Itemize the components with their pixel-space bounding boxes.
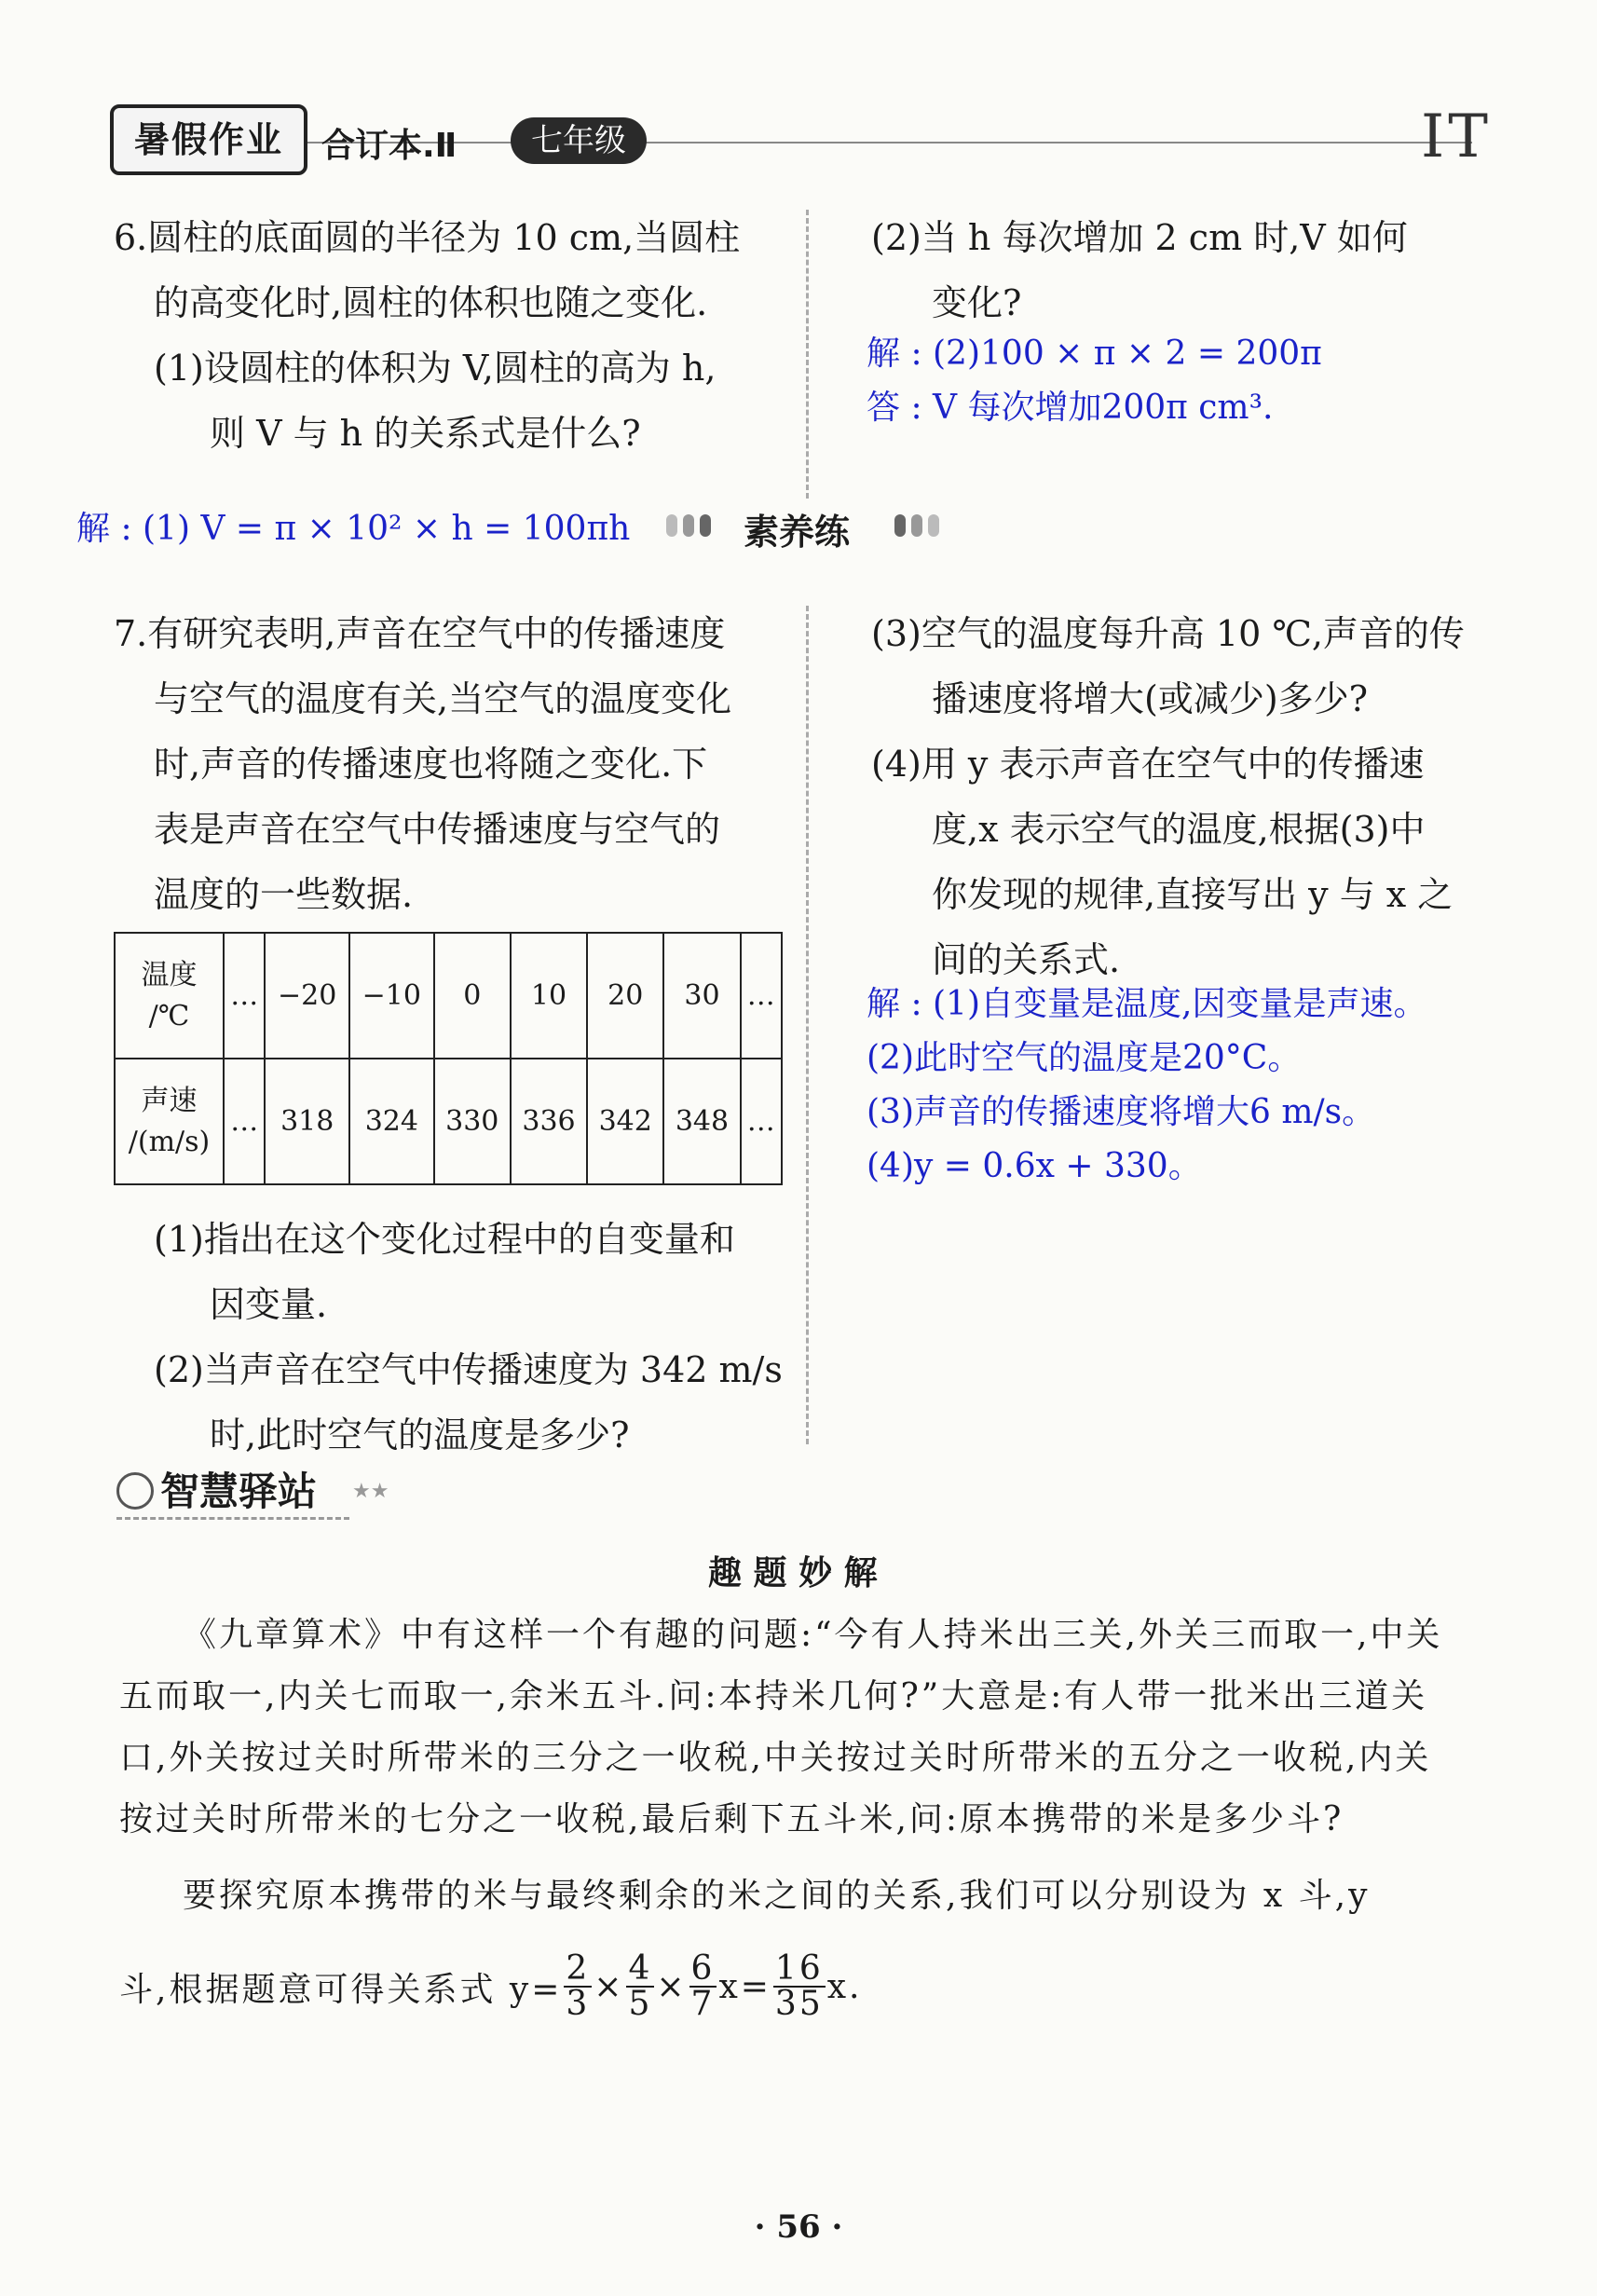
denominator: 35 <box>774 1985 824 2023</box>
header-unit: /(m/s) <box>128 1125 211 1158</box>
q7-part4-line: 你发现的规律,直接写出 y 与 x 之 <box>932 874 1454 915</box>
story-line: 《九章算术》中有这样一个有趣的问题:“今有人持米出三关,外关三而取一,中关 <box>183 1616 1443 1654</box>
table-cell: 324 <box>349 1059 434 1184</box>
denominator: 3 <box>566 1985 591 2023</box>
temperature-speed-table <box>114 932 783 1185</box>
column-divider <box>806 210 809 499</box>
times-sign: × <box>594 1967 625 2006</box>
denominator: 7 <box>690 1985 716 2023</box>
numerator: 4 <box>628 1949 653 1988</box>
star-icon: ★★ <box>352 1480 389 1503</box>
q7-answer-line: (2)此时空气的温度是20°C。 <box>867 1039 1302 1077</box>
header-unit: /℃ <box>148 999 190 1032</box>
volume-label: 合订本.Ⅱ <box>321 127 457 165</box>
times-sign: × <box>656 1967 688 2006</box>
fraction <box>564 1949 592 2023</box>
q7-part3-line: (3)空气的温度每升高 10 ℃,声音的传 <box>871 613 1465 654</box>
q6-part1-line1: (1)设圆柱的体积为 V,圆柱的高为 h, <box>154 348 717 389</box>
section-title-practice: 素养练 <box>744 512 851 553</box>
q7-answer-line: (3)声音的传播速度将增大6 m/s。 <box>867 1093 1376 1131</box>
fraction <box>689 1949 717 2023</box>
row-header-speed <box>115 1059 224 1184</box>
story-line: 口,外关按过关时所带米的三分之一收税,中关按过关时所带米的五分之一收税,内关 <box>119 1739 1432 1777</box>
numerator: 2 <box>566 1949 591 1988</box>
story-title: 趣 题 妙 解 <box>708 1554 878 1592</box>
story-line: 按过关时所带米的七分之一收税,最后剩下五斗米,问:原本携带的米是多少斗? <box>119 1800 1344 1838</box>
table-cell: 330 <box>434 1059 511 1184</box>
page-number: · 56 · <box>754 2208 843 2246</box>
table-row <box>115 933 782 1059</box>
formula-prefix: 斗,根据题意可得关系式 y= <box>119 1970 563 2009</box>
table-cell: −10 <box>349 933 434 1059</box>
q7-part4-line: (4)用 y 表示声音在空气中的传播速 <box>871 744 1425 785</box>
q7-part2-line: (2)当声音在空气中传播速度为 342 m/s <box>154 1349 783 1390</box>
table-cell: 20 <box>587 933 663 1059</box>
table-cell: 318 <box>265 1059 349 1184</box>
fraction <box>773 1949 826 2023</box>
q6-part1-line2: 则 V 与 h 的关系式是什么? <box>210 413 641 454</box>
series-title: 暑假作业 <box>133 119 283 160</box>
formula-suffix: x. <box>826 1967 863 2006</box>
q7-stem-line: 温度的一些数据. <box>154 874 414 915</box>
table-cell: 342 <box>587 1059 663 1184</box>
q7-part3-line: 播速度将增大(或减少)多少? <box>932 678 1369 719</box>
table-cell: 10 <box>511 933 587 1059</box>
q7-answer-line: 解 : (1)自变量是温度,因变量是声速。 <box>867 985 1427 1023</box>
table-cell: … <box>741 933 782 1059</box>
section-dots-right <box>894 514 939 540</box>
table-cell: −20 <box>265 933 349 1059</box>
q6-part2-line2: 变化? <box>932 282 1022 323</box>
q7-part1-line: 因变量. <box>210 1284 328 1325</box>
denominator: 5 <box>628 1985 653 2023</box>
q6-stem-line1: 6.圆柱的底面圆的半径为 10 cm,当圆柱 <box>114 217 741 258</box>
q6-answer2-line2: 答 : V 每次增加200π cm³. <box>867 389 1274 427</box>
q7-stem-line: 与空气的温度有关,当空气的温度变化 <box>154 678 732 719</box>
story-line: 五而取一,内关七而取一,余米五斗.问:本持米几何?”大意是:有人带一批米出三道关 <box>119 1677 1428 1715</box>
q6-answer2-line1: 解 : (2)100 × π × 2 = 200π <box>867 335 1322 373</box>
q7-part4-line: 度,x 表示空气的温度,根据(3)中 <box>932 809 1426 850</box>
table-cell: 348 <box>663 1059 740 1184</box>
numerator: 6 <box>690 1949 716 1988</box>
lightbulb-icon <box>116 1472 154 1510</box>
q7-answer-line: (4)y = 0.6x + 330。 <box>867 1147 1202 1185</box>
header-ribbon-line <box>307 142 1472 144</box>
table-cell: 0 <box>434 933 511 1059</box>
section-dots-left <box>666 514 711 540</box>
table-cell: … <box>741 1059 782 1184</box>
grade-badge: 七年级 <box>511 117 647 164</box>
column-divider <box>806 606 809 1444</box>
formula-x-equals: x= <box>718 1967 771 2006</box>
section-title-wisdom: 智慧驿站 <box>160 1469 318 1514</box>
q7-stem-line: 表是声音在空气中传播速度与空气的 <box>154 809 721 850</box>
series-badge <box>110 104 307 175</box>
numerator: 16 <box>774 1949 824 1988</box>
q6-answer1: 解 : (1) V = π × 10² × h = 100πh <box>76 510 631 548</box>
table-cell: 336 <box>511 1059 587 1184</box>
story-line: 要探究原本携带的米与最终剩余的米之间的关系,我们可以分别设为 x 斗,y <box>183 1877 1371 1915</box>
row-header-temperature <box>115 933 224 1059</box>
q7-part2-line: 时,此时空气的温度是多少? <box>210 1414 630 1456</box>
header-label: 温度 <box>141 958 198 991</box>
table-cell: … <box>224 933 265 1059</box>
q7-part1-line: (1)指出在这个变化过程中的自变量和 <box>154 1219 735 1260</box>
q7-stem-line: 时,声音的传播速度也将随之变化.下 <box>154 744 708 785</box>
q7-stem-line: 7.有研究表明,声音在空气中的传播速度 <box>114 613 726 654</box>
section-underline <box>116 1517 349 1520</box>
table-cell: … <box>224 1059 265 1184</box>
logo: IT <box>1421 102 1492 171</box>
fraction <box>626 1949 654 2023</box>
table-cell: 30 <box>663 933 740 1059</box>
header-label: 声速 <box>141 1084 198 1117</box>
relation-formula <box>119 1940 862 2033</box>
q6-part2-line1: (2)当 h 每次增加 2 cm 时,V 如何 <box>871 217 1408 258</box>
table-row <box>115 1059 782 1184</box>
q6-stem-line2: 的高变化时,圆柱的体积也随之变化. <box>154 282 708 323</box>
q7-part4-line: 间的关系式. <box>932 939 1121 980</box>
